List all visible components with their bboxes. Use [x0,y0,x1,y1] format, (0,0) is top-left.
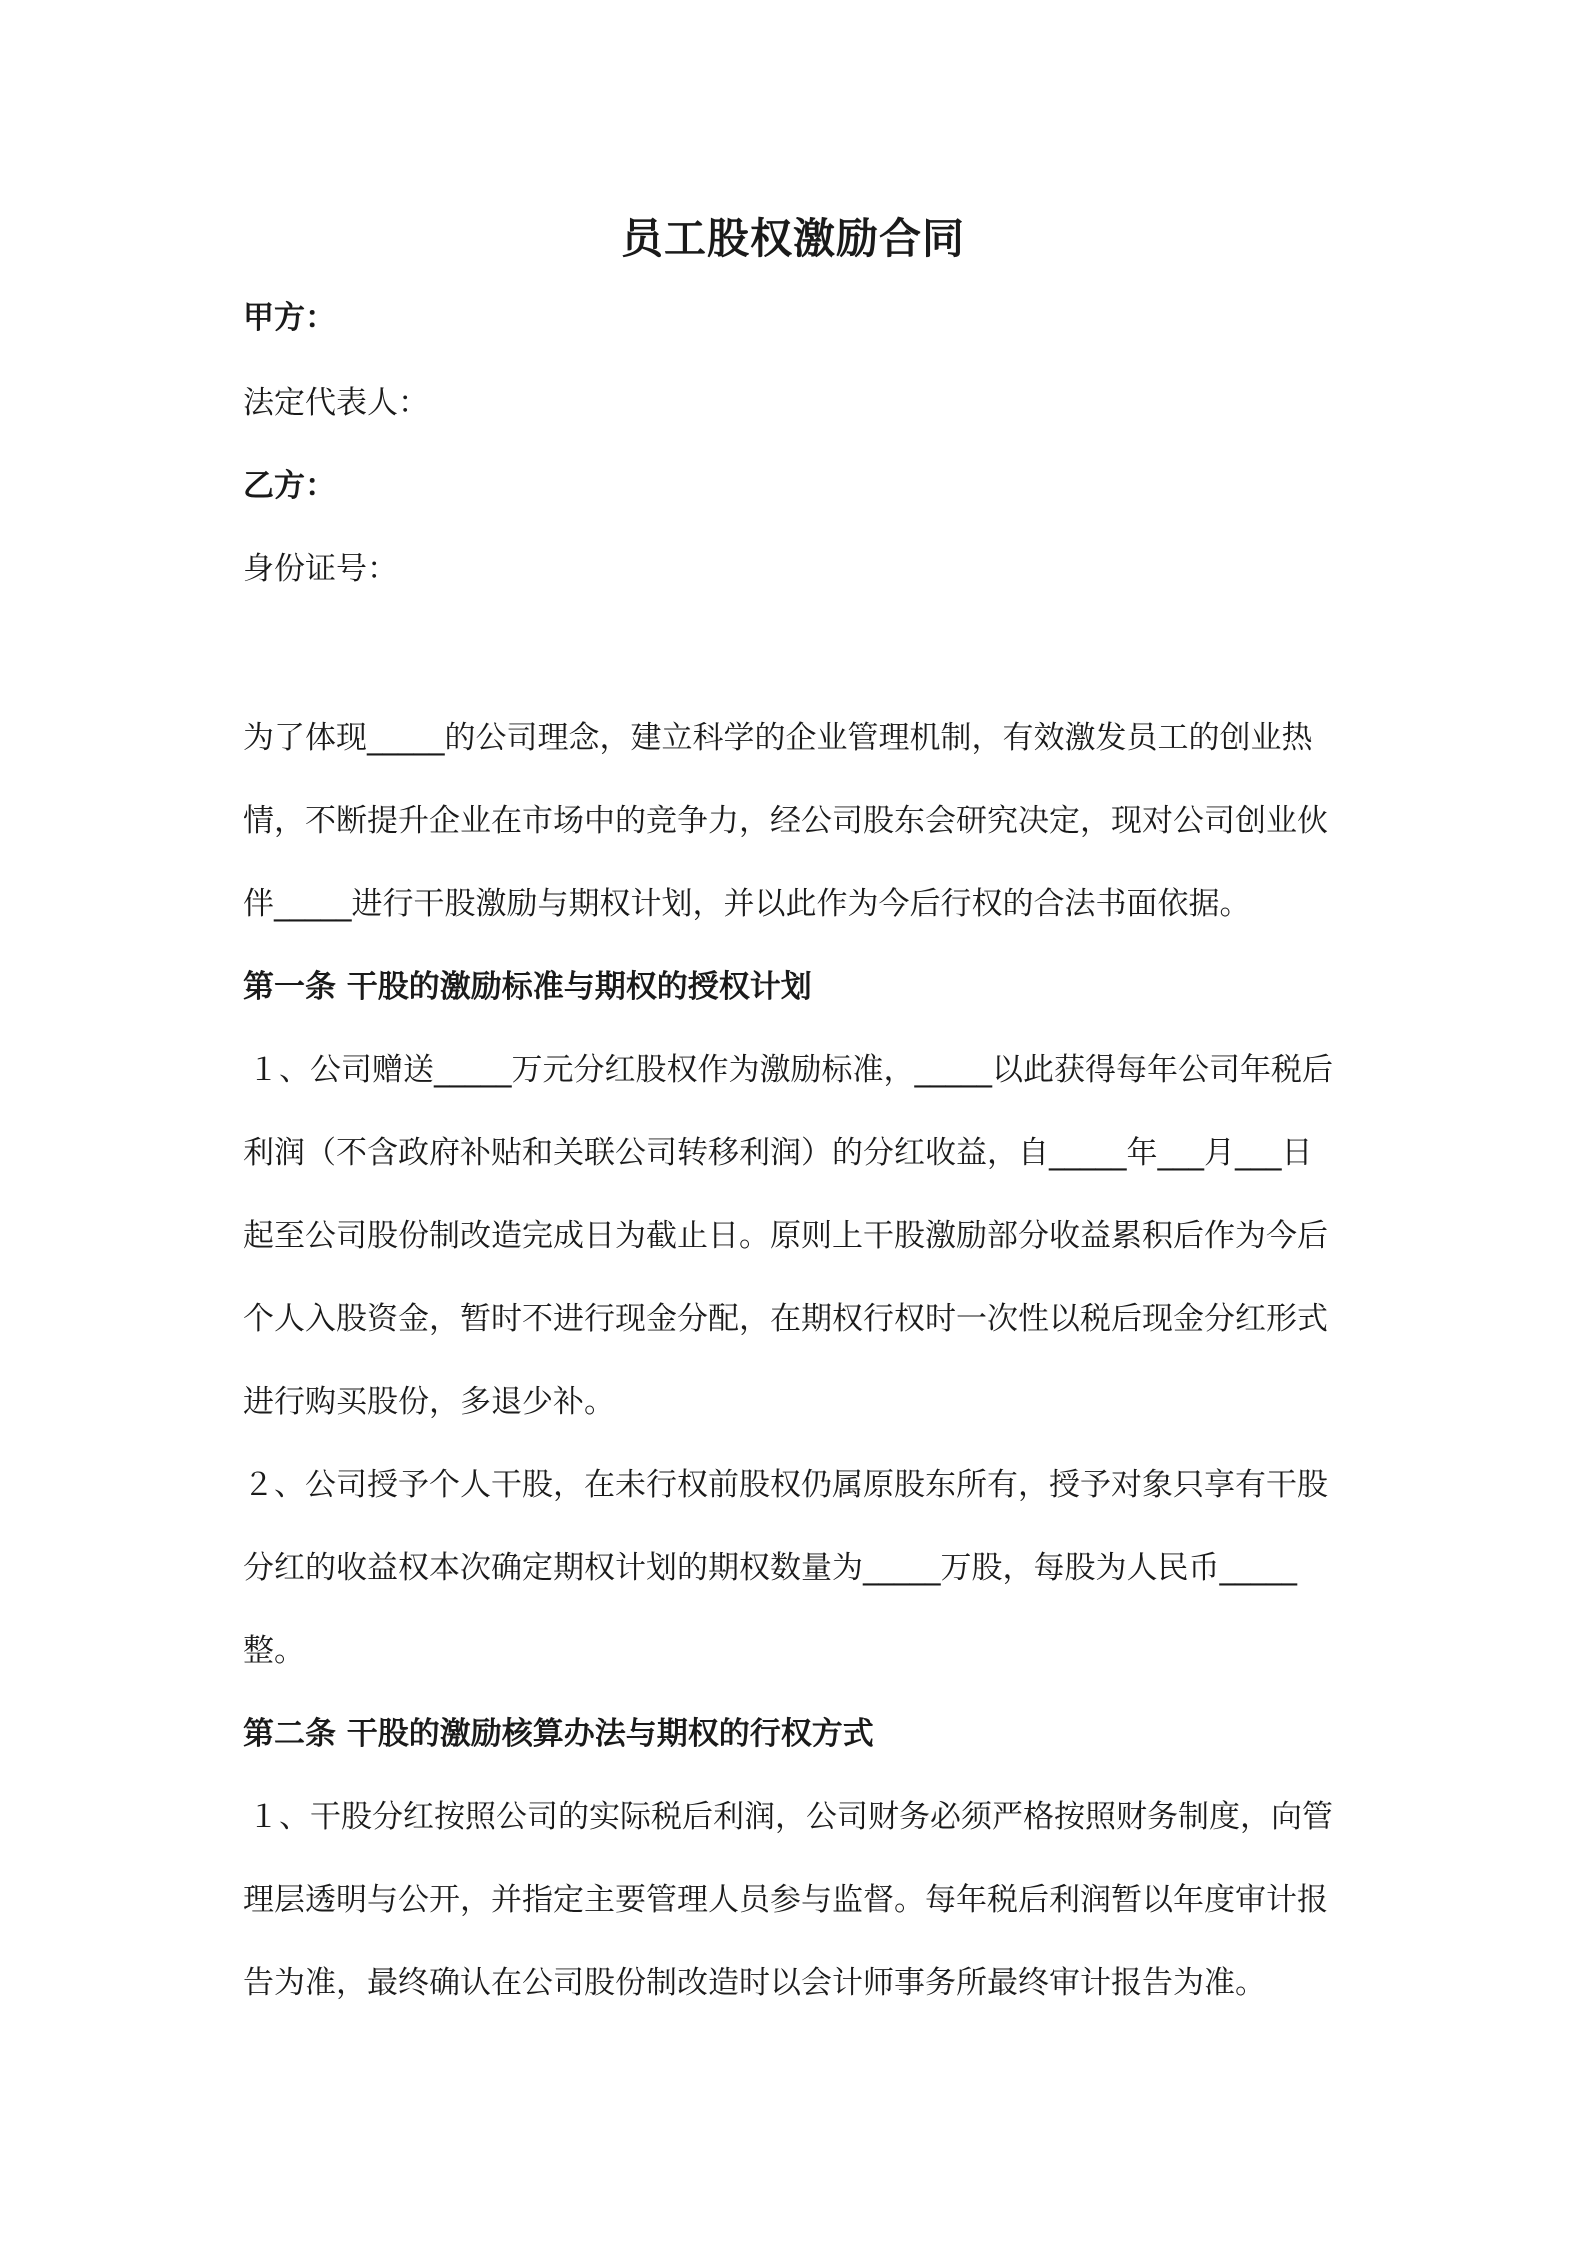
article1-clause2-line: ２、公司授予个人干股，在未行权前股权仍属原股东所有，授予对象只享有干股 [243,1467,1328,1503]
article1-clause1-line: 起至公司股份制改造完成日为截止日。原则上干股激励部分收益累积后作为今后 [243,1218,1328,1254]
article2-heading: 第二条 干股的激励核算办法与期权的行权方式 [243,1716,874,1752]
preamble-line: 伴_____进行干股激励与期权计划，并以此作为今后行权的合法书面依据。 [243,886,1251,922]
article1-clause2-line: 分红的收益权本次确定期权计划的期权数量为_____万股，每股为人民币_____ [243,1550,1297,1586]
article1-heading: 第一条 干股的激励标准与期权的授权计划 [243,969,812,1005]
article2-clause1-line: 告为准，最终确认在公司股份制改造时以会计师事务所最终审计报告为准。 [243,1965,1266,2001]
article2-clause1-line: １、干股分红按照公司的实际税后利润，公司财务必须严格按照财务制度，向管 [248,1799,1333,1835]
party-b-label: 乙方： [243,468,336,504]
article1-clause1-line: 利润（不含政府补贴和关联公司转移利润）的分红收益，自_____年___月___日 [243,1135,1313,1171]
article1-clause1-line: 个人入股资金，暂时不进行现金分配，在期权行权时一次性以税后现金分红形式 [243,1301,1328,1337]
preamble-line: 情，不断提升企业在市场中的竞争力，经公司股东会研究决定，现对公司创业伙 [243,803,1328,839]
article2-clause1-line: 理层透明与公开，并指定主要管理人员参与监督。每年税后利润暂以年度审计报 [243,1882,1328,1918]
article1-clause1-line: １、公司赠送_____万元分红股权作为激励标准，_____以此获得每年公司年税后 [248,1052,1333,1088]
legal-representative-label: 法定代表人： [243,385,429,421]
document-title: 员工股权激励合同 [620,214,965,263]
article1-clause1-line: 进行购买股份，多退少补。 [243,1384,615,1420]
id-number-label: 身份证号： [243,551,398,587]
preamble-line: 为了体现_____的公司理念，建立科学的企业管理机制，有效激发员工的创业热 [243,720,1313,756]
party-a-label: 甲方： [243,300,336,336]
article1-clause2-line: 整。 [243,1633,305,1669]
